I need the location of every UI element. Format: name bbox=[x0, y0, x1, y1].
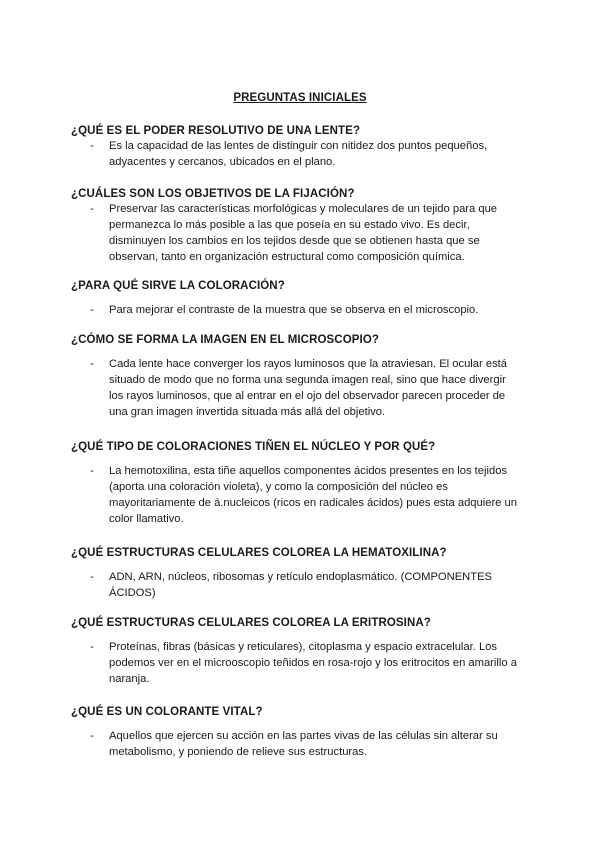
question-heading: ¿QUÉ ESTRUCTURAS CELULARES COLOREA LA HEMATOXILINA? bbox=[71, 547, 447, 559]
document-title: PREGUNTAS INICIALES bbox=[233, 92, 367, 104]
answer-text: Es la capacidad de las lentes de distinguir con nitidez dos puntos pequeños, adyacentes y cercanos, ubicados en el plano. bbox=[109, 140, 488, 168]
answer-text: La hemotoxilina, esta tiñe aquellos componentes ácidos presentes en los tejidos (aporta una coloración violeta), y como la composición del núcleo es mayoritariamente de á.nucleicos (ricos en radicales ácidos) pues esta adquiere un color llamativo. bbox=[109, 465, 517, 525]
bullet-dash: - bbox=[90, 465, 94, 477]
question-heading: ¿CUÁLES SON LOS OBJETIVOS DE LA FIJACIÓN? bbox=[71, 188, 355, 200]
qa-section-vital-dye bbox=[71, 705, 531, 760]
qa-section-nuclear-stains bbox=[71, 440, 531, 527]
qa-section-resolving-power bbox=[71, 124, 531, 170]
answer-text: Aquellos que ejercen su acción en las partes vivas de las células sin alterar su metabolismo, y poniendo de relieve sus estructuras. bbox=[109, 730, 498, 758]
question-heading: ¿CÓMO SE FORMA LA IMAGEN EN EL MICROSCOPIO? bbox=[71, 334, 379, 346]
bullet-dash: - bbox=[90, 730, 94, 742]
question-heading: ¿QUÉ ES UN COLORANTE VITAL? bbox=[71, 706, 263, 718]
bullet-dash: - bbox=[90, 358, 94, 370]
qa-section-image-formation bbox=[71, 333, 531, 420]
answer-item bbox=[90, 201, 521, 265]
bullet-dash: - bbox=[90, 304, 94, 316]
question-heading: ¿QUÉ ESTRUCTURAS CELULARES COLOREA LA ERITROSINA? bbox=[71, 617, 431, 629]
bullet-dash: - bbox=[90, 140, 94, 152]
answer-text: Cada lente hace converger los rayos luminosos que la atraviesan. El ocular está situado de modo que no forma una segunda imagen real, sino que hace divergir los rayos luminosos, que al entrar en el ojo del observador parecen proceder de una gran imagen invertida situada más allá del objetivo. bbox=[109, 358, 507, 418]
bullet-dash: - bbox=[90, 641, 94, 653]
answer-text: Para mejorar el contraste de la muestra que se observa en el microscopio. bbox=[109, 304, 479, 316]
question-heading: ¿QUÉ TIPO DE COLORACIONES TIÑEN EL NÚCLEO Y POR QUÉ? bbox=[71, 441, 436, 453]
qa-section-staining bbox=[71, 279, 531, 318]
answer-item bbox=[90, 639, 521, 687]
qa-section-hematoxylin bbox=[71, 546, 531, 601]
answer-text: Proteínas, fibras (básicas y reticulares), citoplasma y espacio extracelular. Los podemos ver en el microoscopio teñidos en rosa-rojo y los eritrocitos en amarillo a naranja. bbox=[109, 641, 517, 685]
answer-item bbox=[90, 569, 521, 601]
answer-item bbox=[90, 463, 521, 527]
bullet-dash: - bbox=[90, 571, 94, 583]
qa-section-erythrosine bbox=[71, 616, 531, 687]
answer-item bbox=[90, 302, 521, 318]
answer-item bbox=[90, 138, 521, 170]
bullet-dash: - bbox=[90, 203, 94, 215]
question-heading: ¿PARA QUÉ SIRVE LA COLORACIÓN? bbox=[71, 280, 285, 292]
answer-text: ADN, ARN, núcleos, ribosomas y retículo endoplasmático. (COMPONENTES ÁCIDOS) bbox=[109, 571, 492, 599]
answer-item bbox=[90, 728, 521, 760]
question-heading: ¿QUÉ ES EL PODER RESOLUTIVO DE UNA LENTE? bbox=[71, 125, 361, 137]
answer-text: Preservar las características morfológicas y moleculares de un tejido para que permanezca lo más posible a las que poseía en su estado vivo. Es decir, disminuyen los cambios en los tejidos desde que se obtienen hasta que se observan, tanto en organización estructural como composición química. bbox=[109, 203, 498, 263]
qa-section-fixation bbox=[71, 187, 531, 265]
answer-item bbox=[90, 356, 521, 420]
